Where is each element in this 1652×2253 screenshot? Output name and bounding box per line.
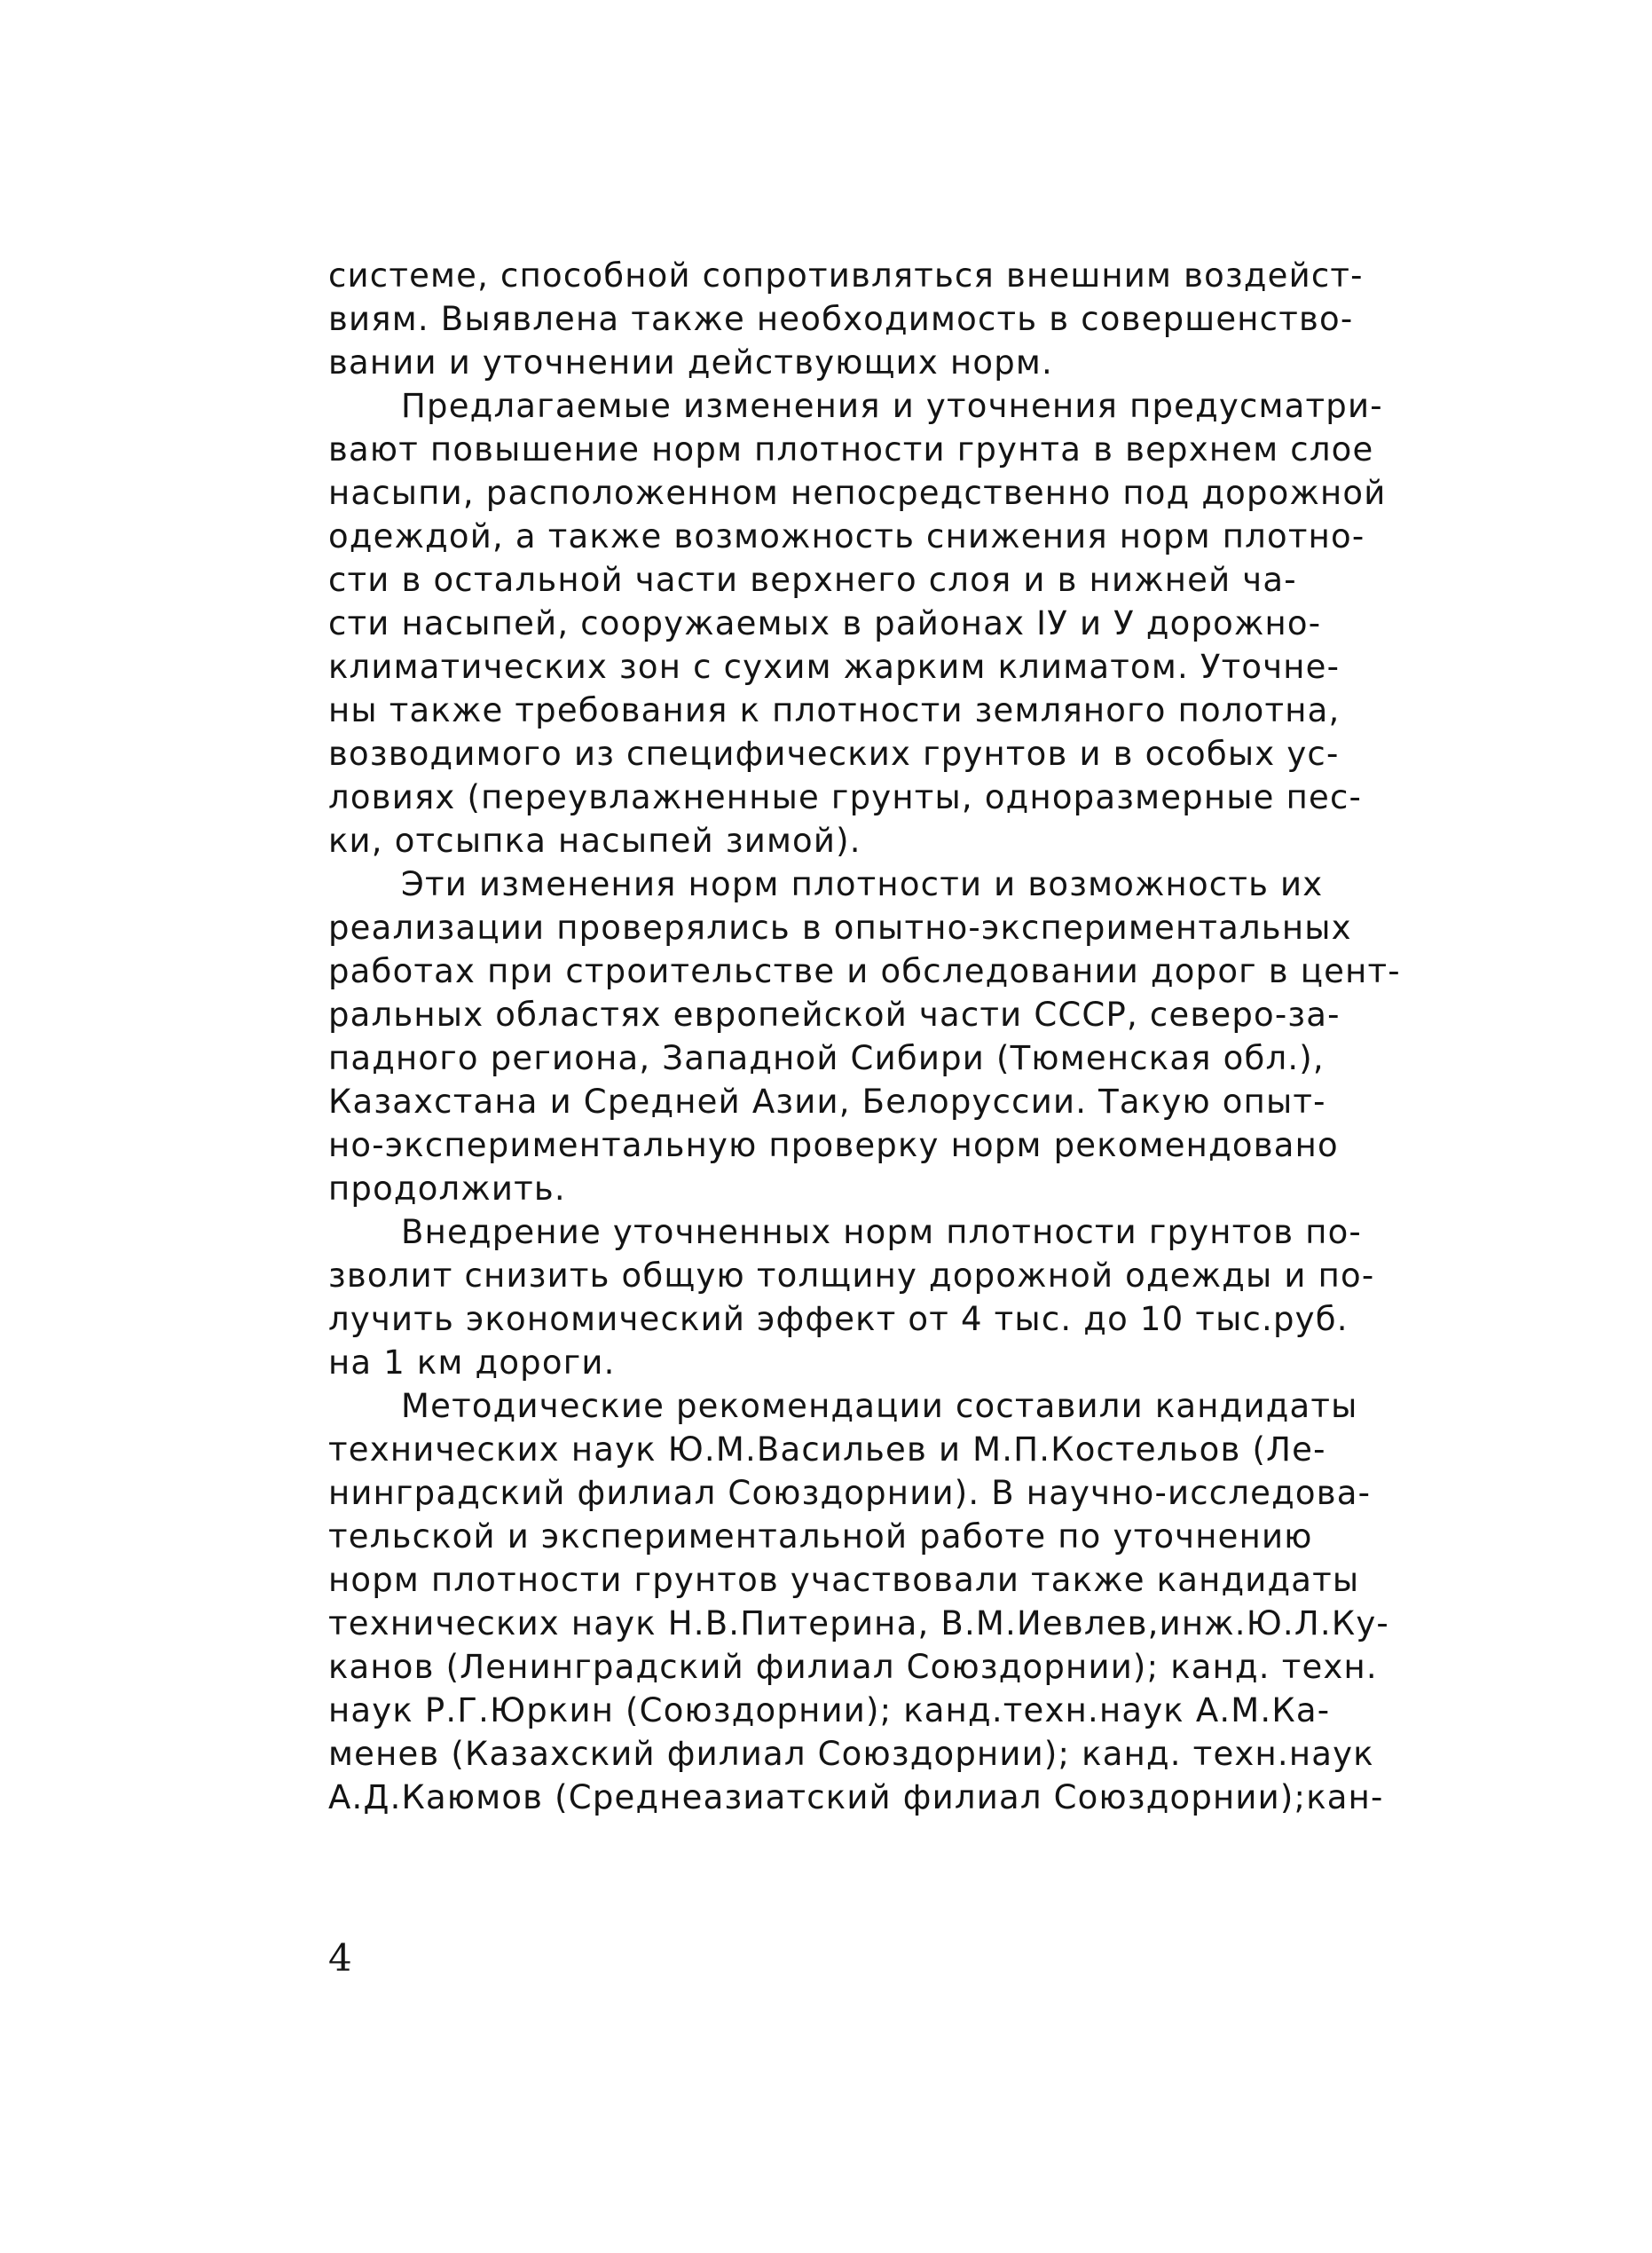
text-line: реализации проверялись в опытно-экспериментальных: [328, 909, 1352, 947]
text-line: виям. Выявлена также необходимость в совершенство-: [328, 300, 1354, 338]
text-line: ки, отсыпка насыпей зимой).: [328, 822, 861, 860]
text-line: норм плотности грунтов участвовали также кандидаты: [328, 1561, 1360, 1599]
paragraph-start-line: Внедрение уточненных норм плотности грунтов по-: [401, 1213, 1362, 1251]
text-line: климатических зон с сухим жарким климатом. Уточне-: [328, 648, 1341, 686]
page-number: 4: [328, 1936, 352, 1980]
text-line: вают повышение норм плотности грунта в верхнем слое: [328, 430, 1374, 469]
text-line: системе, способной сопротивляться внешним воздейст-: [328, 256, 1364, 295]
text-line: сти в остальной части верхнего слоя и в нижней ча-: [328, 561, 1297, 599]
text-line: возводимого из специфических грунтов и в особых ус-: [328, 735, 1340, 773]
text-line: менев (Казахский филиал Союздорнии); канд. техн.наук: [328, 1735, 1374, 1773]
text-line: ны также требования к плотности земляного полотна,: [328, 691, 1341, 729]
text-line: А.Д.Каюмов (Среднеазиатский филиал Союздорнии);кан-: [328, 1778, 1384, 1816]
text-line: наук Р.Г.Юркин (Союздорнии); канд.техн.наук А.М.Ка-: [328, 1691, 1331, 1729]
text-line: канов (Ленинградский филиал Союздорнии); канд. техн.: [328, 1648, 1378, 1686]
paragraph-start-line: Предлагаемые изменения и уточнения предусматри-: [401, 387, 1383, 425]
text-line: падного региона, Западной Сибири (Тюменская обл.),: [328, 1039, 1325, 1077]
paragraph-start-line: Методические рекомендации составили кандидаты: [401, 1387, 1358, 1425]
text-line: ловиях (переувлажненные грунты, одноразмерные пес-: [328, 778, 1363, 816]
paragraph-start-line: Эти изменения норм плотности и возможность их: [401, 865, 1324, 903]
text-line: ральных областях европейской части СССР, северо-за-: [328, 996, 1341, 1034]
text-line: лучить экономический эффект от 4 тыс. до 10 тыс.руб.: [328, 1300, 1349, 1338]
text-line: технических наук Ю.М.Васильев и М.П.Костельов (Ле-: [328, 1430, 1326, 1469]
text-line: на 1 км дороги.: [328, 1343, 616, 1382]
text-line: зволит снизить общую толщину дорожной одежды и по-: [328, 1256, 1375, 1295]
text-line: Казахстана и Средней Азии, Белоруссии. Такую опыт-: [328, 1083, 1326, 1121]
text-line: технических наук Н.В.Питерина, В.М.Иевлев,инж.Ю.Л.Ку-: [328, 1604, 1389, 1642]
text-line: нинградский филиал Союздорнии). В научно-исследова-: [328, 1474, 1372, 1512]
text-line: продолжить.: [328, 1170, 566, 1208]
text-line: вании и уточнении действующих норм.: [328, 343, 1053, 382]
text-line: тельской и экспериментальной работе по уточнению: [328, 1517, 1313, 1556]
text-line: насыпи, расположенном непосредственно под дорожной: [328, 474, 1387, 512]
text-line: одеждой, а также возможность снижения норм плотно-: [328, 517, 1365, 555]
text-line: но-экспериментальную проверку норм рекомендовано: [328, 1126, 1339, 1164]
text-line: работах при строительстве и обследовании дорог в цент-: [328, 952, 1401, 990]
text-line: сти насыпей, сооружаемых в районах IУ и У дорожно-: [328, 604, 1322, 642]
body-text: [328, 254, 1477, 1819]
